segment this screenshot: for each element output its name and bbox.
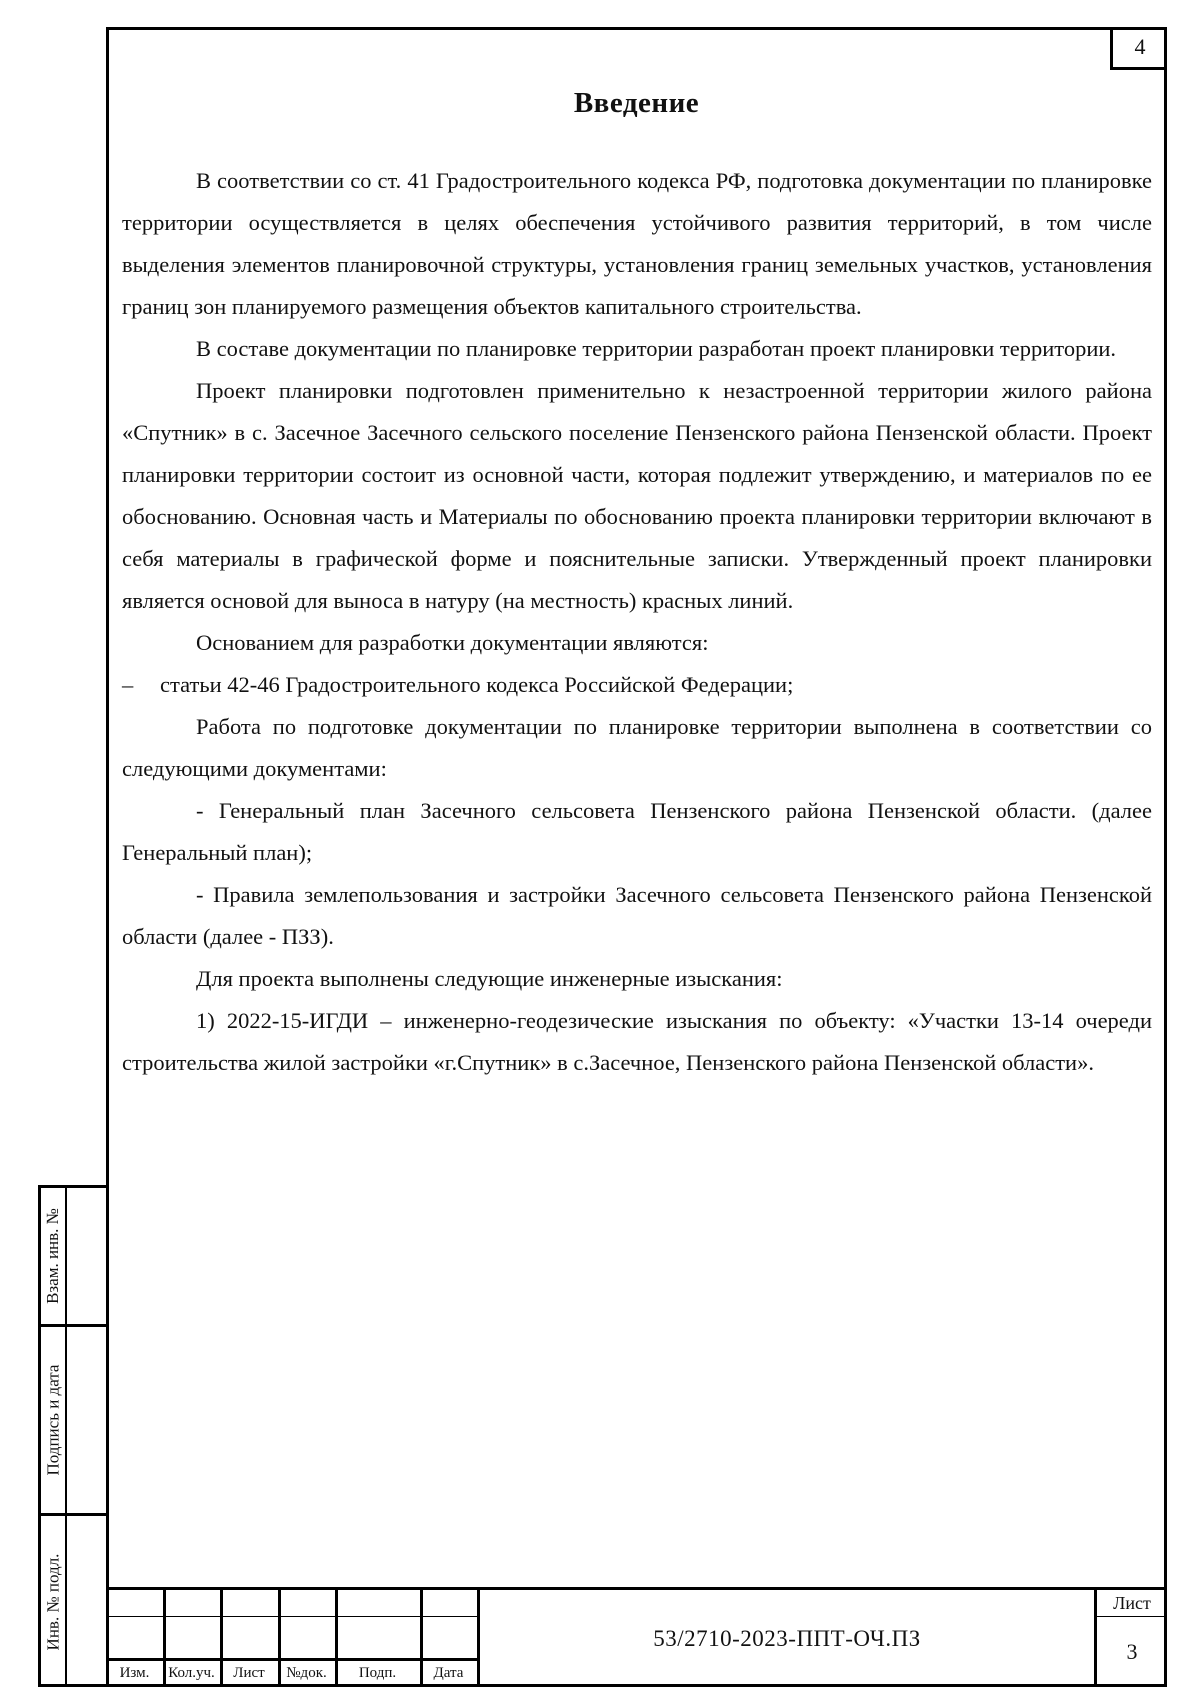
- page-number: 4: [1110, 27, 1167, 70]
- header-podp: Подп.: [358, 1665, 397, 1681]
- side-label-inv-podl: Инв. № подл.: [43, 1553, 62, 1650]
- paragraph-4: Основанием для разработки документации являются:: [196, 630, 709, 655]
- page-title: Введение: [573, 87, 700, 119]
- list-item-text: статьи 42-46 Градостроительного кодекса Российской Федерации;: [160, 672, 794, 697]
- list-item: [122, 664, 1152, 706]
- header-data: Дата: [433, 1665, 464, 1681]
- side-label-vzam-inv: Взам. инв. №: [43, 1208, 62, 1304]
- dash-marker: –: [122, 672, 134, 697]
- header-ndok: №док.: [286, 1665, 327, 1681]
- paragraph-2: В составе документации по планировке территории разработан проект планировки территории.: [196, 336, 1117, 361]
- header-izm: Изм.: [119, 1665, 150, 1681]
- side-label-podpis-data: Подпись и дата: [43, 1364, 62, 1476]
- revision-table: [106, 1590, 480, 1687]
- paragraph-9: Для проекта выполнены следующие инженерные изыскания:: [196, 966, 783, 991]
- sheet-label: Лист: [1097, 1590, 1167, 1617]
- header-kol-uch: Кол.уч.: [168, 1665, 215, 1681]
- paragraph-3: Проект планировки подготовлен применительно к незастроенной территории жилого района «Спутник» в с. Засечное Засечного сельского поселение Пензенского района Пензенской области. Проект планировки территории состоит из основной части, которая подлежит утверждению, и материалов по ее обоснованию. Основная часть и Материалы по обоснованию проекта планировки территории включают в себя материалы в графической форме и пояснительные записки. Утвержденный проект планировки является основой для выноса в натуру (на местность) красных линий.: [122, 378, 1152, 613]
- sheet-cell: [1094, 1590, 1167, 1687]
- title-block: [106, 1587, 1167, 1687]
- side-stamp: [38, 1185, 106, 1687]
- paragraph-10: 1) 2022-15-ИГДИ – инженерно-геодезические изыскания по объекту: «Участки 13-14 очереди строительства жилой застройки «г.Спутник» в с.Засечное, Пензенского района Пензенской области».: [122, 1008, 1152, 1075]
- sheet-number: 3: [1126, 1639, 1138, 1664]
- paragraph-6: Работа по подготовке документации по планировке территории выполнена в соответствии со следующими документами:: [122, 714, 1152, 781]
- paragraph-8: - Правила землепользования и застройки Засечного сельсовета Пензенского района Пензенской области (далее - ПЗЗ).: [122, 882, 1152, 949]
- side-stamp-divider: [65, 1188, 67, 1684]
- paragraph-7: - Генеральный план Засечного сельсовета Пензенского района Пензенской области. (далее Генеральный план);: [122, 798, 1152, 865]
- header-list: Лист: [233, 1665, 265, 1681]
- document-code: 53/2710-2023-ППТ-ОЧ.ПЗ: [653, 1626, 921, 1651]
- document-body: [122, 160, 1152, 1084]
- paragraph-1: В соответствии со ст. 41 Градостроительного кодекса РФ, подготовка документации по планировке территории осуществляется в целях обеспечения устойчивого развития территорий, в том числе выделения элементов планировочной структуры, установления границ земельных участков, установления границ зон планируемого размещения объектов капитального строительства.: [122, 168, 1152, 319]
